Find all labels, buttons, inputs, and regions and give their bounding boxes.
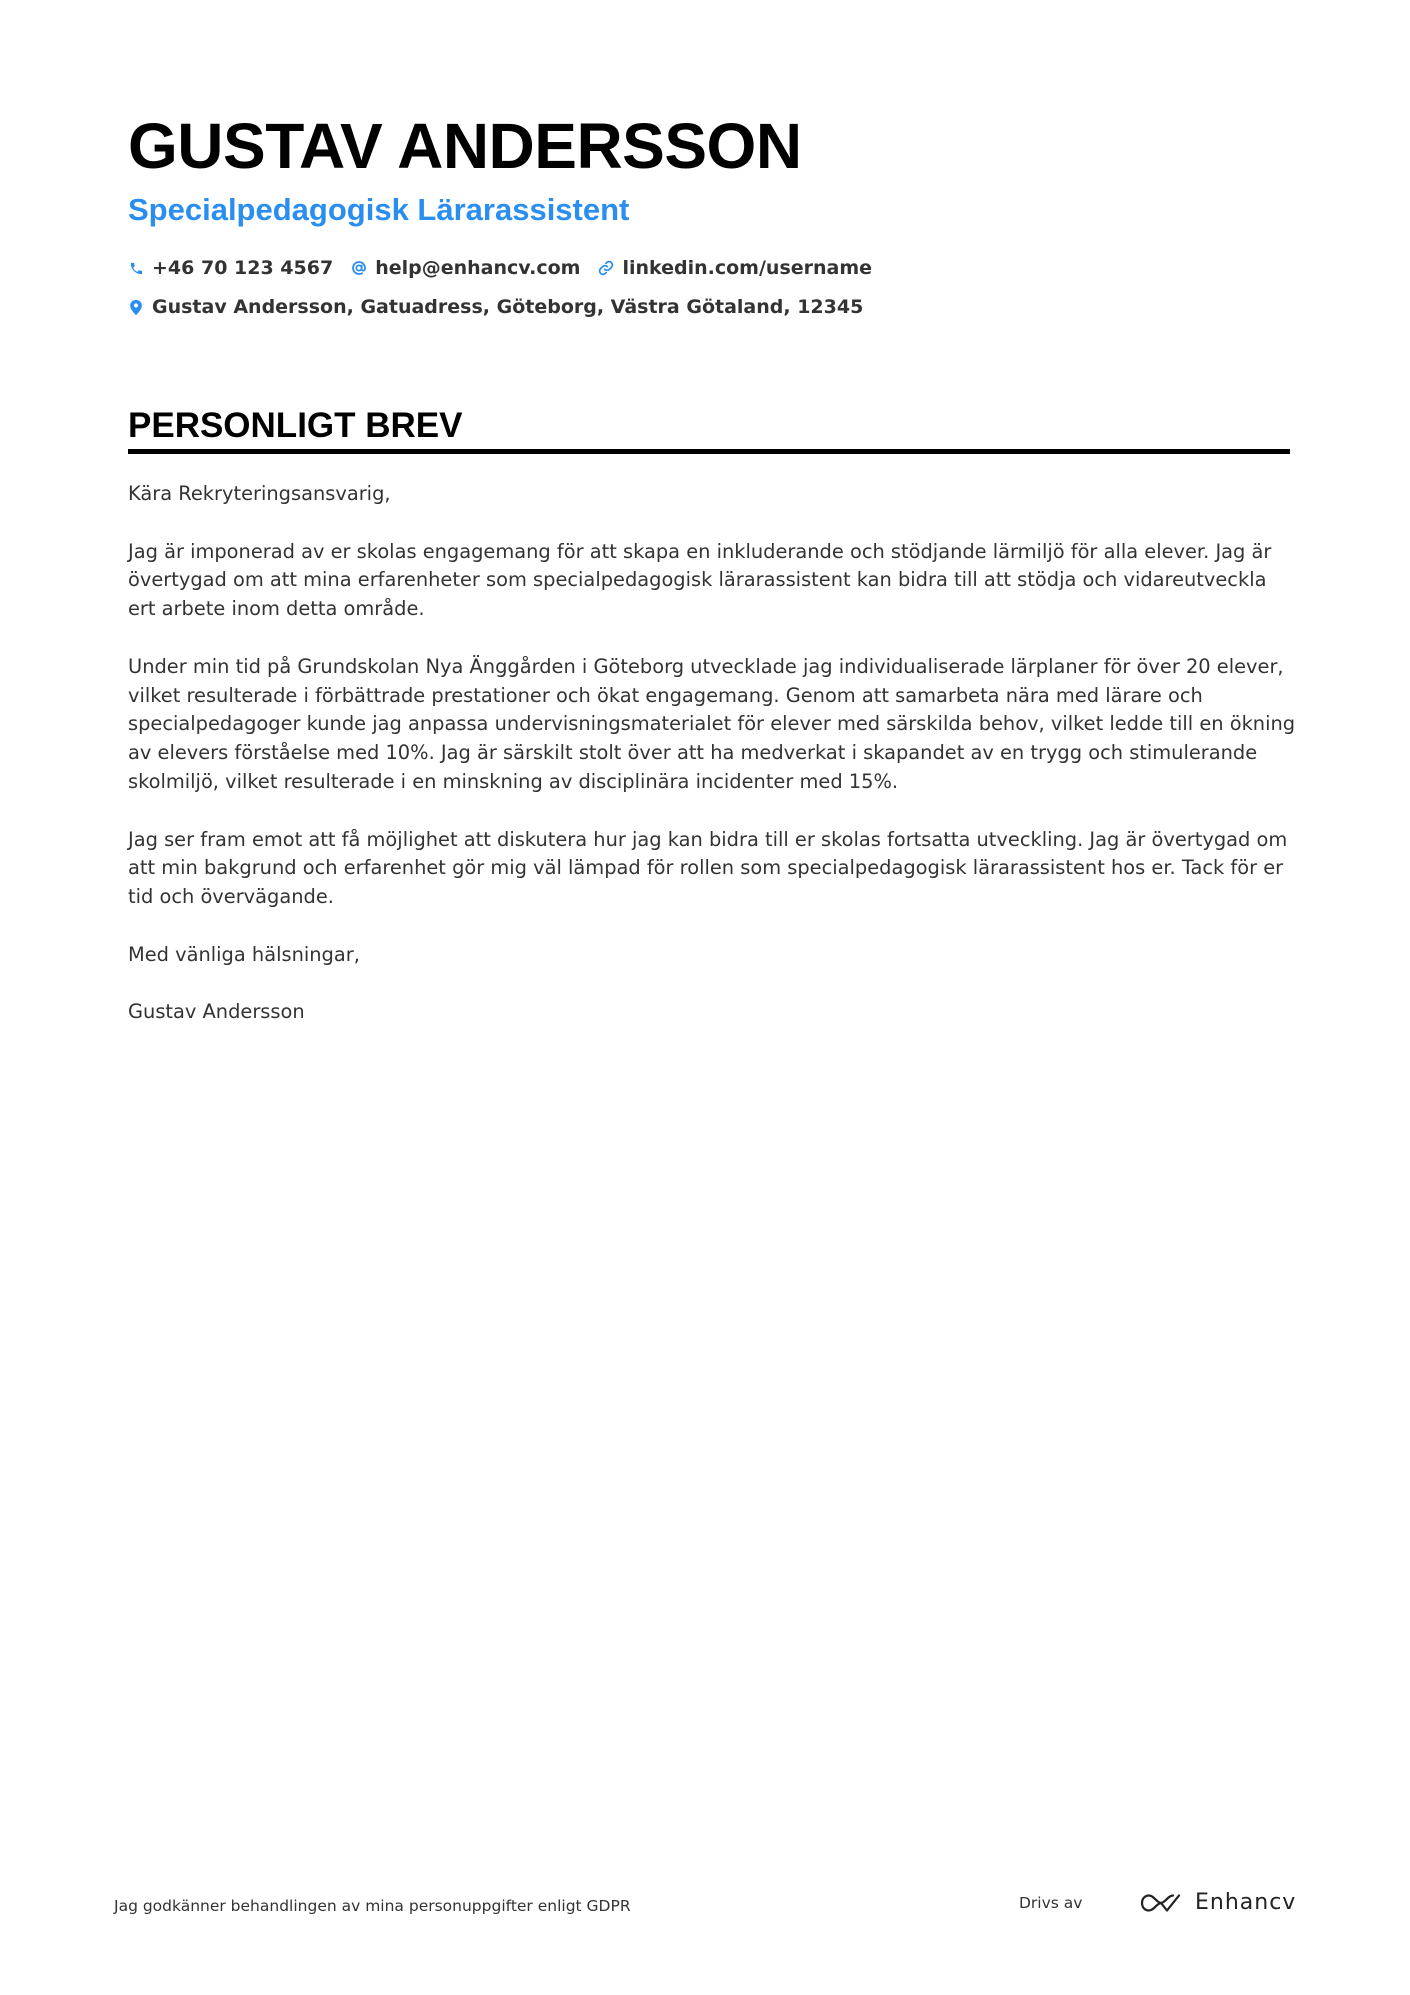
link-icon [598, 259, 614, 277]
powered-by-label: Drivs av [1019, 1894, 1083, 1912]
email-address[interactable]: help@enhancv.com [375, 257, 581, 279]
letter-body [128, 480, 1298, 1056]
section-title-cover-letter: PERSONLIGT BREV [128, 406, 463, 445]
letter-paragraph: Under min tid på Grundskolan Nya Änggården i Göteborg utvecklade jag individualiserade lärplaner för över 20 elever, vilket resulterade i förbättrade prestationer och ökat engagemang. Genom att samarbeta nära med lärare och specialpedagoger kunde jag anpassa undervisningsmaterialet för elever med särskilda behov, vilket ledde till en ökning av elevers förståelse med 10%. Jag är särskilt stolt över att ha medverkat i skapandet av en trygg och stimulerande skolmiljö, vilket resulterade i en minskning av disciplinära incidenter med 15%. [128, 654, 1296, 793]
address-text: Gustav Andersson, Gatuadress, Göteborg, Västra Götaland, 12345 [152, 296, 864, 318]
contact-linkedin[interactable] [598, 257, 872, 279]
letter-signature: Gustav Andersson [128, 1000, 305, 1024]
job-title: Specialpedagogisk Lärarassistent [128, 192, 630, 227]
gdpr-consent-text: Jag godkänner behandlingen av mina personuppgifter enligt GDPR [114, 1897, 631, 1915]
contact-row-address [128, 293, 863, 321]
candidate-name: GUSTAV ANDERSSON [128, 110, 802, 182]
letter-paragraph: Jag ser fram emot att få möjlighet att diskutera hur jag kan bidra till er skolas fortsatta utveckling. Jag är övertygad om att min bakgrund och erfarenhet gör mig väl lämpad för rollen som specialpedagogisk lärarassistent hos er. Tack för er tid och övervägande. [128, 827, 1288, 909]
letter-closing: Med vänliga hälsningar, [128, 942, 360, 966]
contact-row-primary [128, 254, 872, 282]
letter-paragraph: Jag är imponerad av er skolas engagemang för att skapa en inkluderande och stödjande lärmiljö för alla elever. Jag är övertygad om att mina erfarenheter som specialpedagogisk lärarassistent kan bidra till att stödja och vidareutveckla ert arbete inom detta område. [128, 539, 1272, 621]
enhancv-logo[interactable] [1139, 1888, 1296, 1918]
infinity-logo-icon [1139, 1891, 1185, 1915]
section-divider [128, 449, 1290, 454]
location-pin-icon [128, 298, 144, 316]
contact-address [128, 296, 863, 318]
brand-name: Enhancv [1195, 1890, 1297, 1915]
phone-icon [128, 259, 144, 277]
contact-email[interactable] [351, 257, 580, 279]
at-icon [351, 259, 367, 277]
letter-greeting: Kära Rekryteringsansvarig, [128, 482, 391, 505]
contact-phone [128, 257, 333, 279]
linkedin-url[interactable]: linkedin.com/username [622, 257, 873, 279]
phone-number: +46 70 123 4567 [152, 257, 334, 279]
